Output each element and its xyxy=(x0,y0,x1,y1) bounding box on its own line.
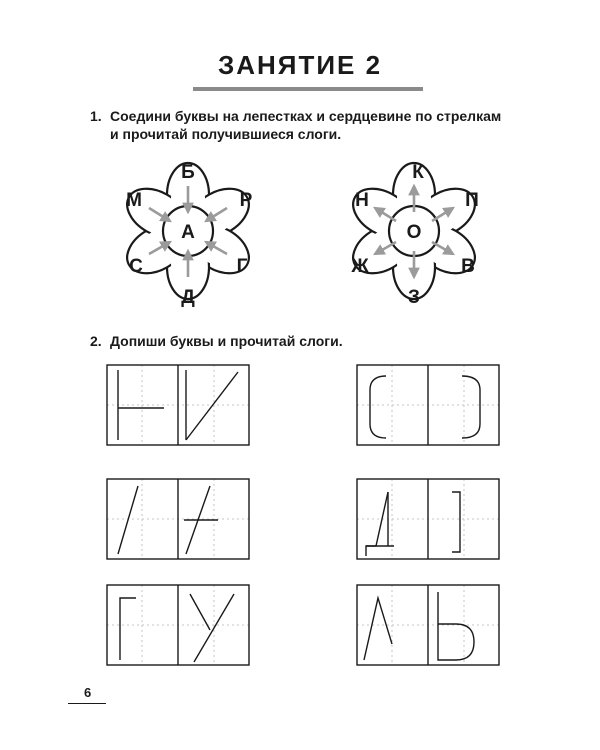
petal-letter: С xyxy=(129,256,143,277)
writing-box-3[interactable] xyxy=(106,478,250,560)
petal-letter: Б xyxy=(181,162,195,183)
task-1-number: 1. xyxy=(90,108,102,124)
writing-box-4[interactable] xyxy=(356,478,500,560)
trace-strokes xyxy=(364,592,474,660)
petal-letter: З xyxy=(408,287,420,308)
task-1-text-line1: Соедини буквы на лепестках и сердцевине по стрелкам xyxy=(110,108,502,124)
page-title: ЗАНЯТИЕ 2 xyxy=(217,50,383,80)
task-1-instruction xyxy=(90,107,550,143)
task-2-instruction xyxy=(90,332,550,350)
flower-left-center-letter: А xyxy=(181,222,195,243)
writing-box-1[interactable] xyxy=(106,364,250,446)
petal-letter: В xyxy=(461,256,475,277)
trace-strokes xyxy=(118,486,218,554)
writing-box-5[interactable] xyxy=(106,584,250,666)
page-number-underline xyxy=(68,703,106,704)
petal-letter: Р xyxy=(239,190,253,211)
trace-strokes xyxy=(366,492,460,556)
petal-letter: М xyxy=(126,190,142,211)
writing-box-2[interactable] xyxy=(356,364,500,446)
writing-box-6[interactable] xyxy=(356,584,500,666)
task-2-text: Допиши буквы и прочитай слоги. xyxy=(110,333,343,349)
trace-strokes xyxy=(120,594,234,662)
petal-letter: Н xyxy=(355,190,369,211)
petal-letter: Ж xyxy=(351,256,369,277)
flower-right-center-letter: О xyxy=(406,222,422,243)
page-number: 6 xyxy=(84,685,92,700)
flower-left xyxy=(108,146,268,316)
petal-letter: Д xyxy=(181,287,195,308)
title-underline xyxy=(193,87,423,91)
task-1-text-line2: и прочитай получившиеся слоги. xyxy=(110,126,342,142)
task-2-number: 2. xyxy=(90,333,102,349)
flower-right xyxy=(334,146,494,316)
petal-letter: П xyxy=(465,190,479,211)
petal-letter: К xyxy=(412,162,424,183)
petal-letter: Г xyxy=(236,256,248,277)
